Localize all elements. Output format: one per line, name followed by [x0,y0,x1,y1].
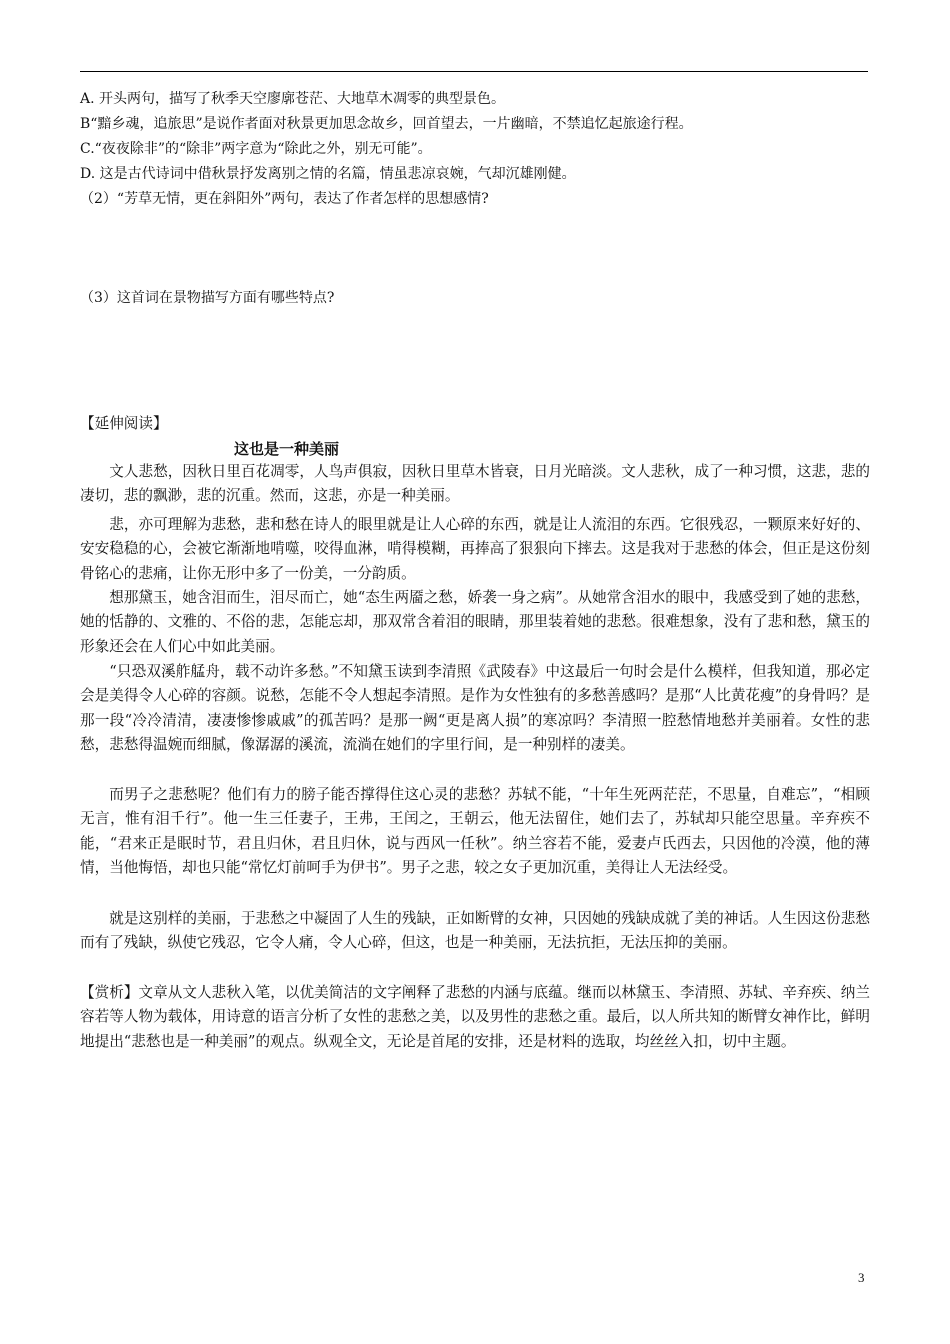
option-c: C.“夜夜除非”的“除非”两字意为“除此之外，别无可能”。 [80,141,432,157]
appreciation-paragraph: 【赏析】文章从文人悲秋入笔，以优美简洁的文字阐释了悲愁的内涵与底蕴。继而以林黛玉、李清照、苏轼、辛弃疾、纳兰容若等人物为载体，用诗意的语言分析了女性的悲愁之美，以及男性的悲愁之重。最后，以人所共知的断臂女神作比，鲜明地提出“悲愁也是一种美丽”的观点。纵观全文，无论是首尾的安排，还是材料的选取，均丝丝入扣，切中主题。 [80,984,870,1050]
header-rule [80,71,868,72]
article-title: 这也是一种美丽 [234,440,340,458]
article-paragraph-4: “只恐双溪舴艋舟，载不动许多愁。”不知黛玉读到李清照《武陵春》中这最后一句时会是什么模样，但我知道，那必定会是美得令人心碎的容颜。说愁，怎能不令人想起李清照。是作为女性独有的多愁善感吗？是那“人比黄花瘦”的身骨吗？是那一段“冷冷清清，凄凄惨惨戚戚”的孤苦吗？是那一阙“更是离人损”的寒凉吗？李清照一腔愁情地愁并美丽着。女性的悲愁，悲愁得温婉而细腻，像潺潺的溪流，流淌在她们的字里行间，是一种别样的凄美。 [80,663,870,754]
article-paragraph-1: 文人悲愁，因秋日里百花凋零，人鸟声俱寂，因秋日里草木皆衰，日月光暗淡。文人悲秋，成了一种习惯，这悲，悲的凄切，悲的飘渺，悲的沉重。然而，这悲，亦是一种美丽。 [80,463,870,505]
option-b: B“黯乡魂，追旅思”是说作者面对秋景更加思念故乡，回首望去，一片幽暗，不禁追忆起旅途行程。 [80,116,693,132]
article-paragraph-6: 就是这别样的美丽，于悲愁之中凝固了人生的残缺，正如断臂的女神，只因她的残缺成就了美的神话。人生因这份悲愁而有了残缺，纵使它残忍，它令人痛，令人心碎，但这，也是一种美丽，无法抗拒，无法压抑的美丽。 [80,910,870,952]
page-number: 3 [858,1270,865,1285]
question-3: （3）这首词在景物描写方面有哪些特点? [80,290,335,306]
option-a: A. 开头两句，描写了秋季天空廖廓苍茫、大地草木凋零的典型景色。 [80,91,506,107]
article-paragraph-5: 而男子之悲愁呢？他们有力的膀子能否撑得住这心灵的悲愁？苏轼不能，“十年生死两茫茫，不思量，自难忘”，“相顾无言，惟有泪千行”。他一生三任妻子，王弗，王闰之，王朝云，他无法留住，她们去了，苏轼却只能空思量。辛弃疾不能，“君来正是眠时节，君且归休，君且归休，说与西风一任秋”。纳兰容若不能，爱妻卢氏西去，只因他的冷漠，他的薄情，当他悔悟，却也只能“常忆灯前呵手为伊书”。男子之悲，较之女子更加沉重，美得让人无法经受。 [80,786,870,877]
article-paragraph-3: 想那黛玉，她含泪而生，泪尽而亡，她“态生两靥之愁，娇袭一身之病”。从她常含泪水的眼中，我感受到了她的悲愁，她的恬静的、文雅的、不俗的悲，怎能忘却，那双常含着泪的眼睛，那里装着她的悲愁。很难想象，没有了悲和愁，黛玉的形象还会在人们心中如此美丽。 [80,589,870,655]
article-paragraph-2: 悲，亦可理解为悲愁，悲和愁在诗人的眼里就是让人心碎的东西，就是让人流泪的东西。它很残忍，一颗原来好好的、安安稳稳的心，会被它渐渐地啃噬，咬得血淋，啃得模糊，再捧高了狠狠向下摔去。这是我对于悲愁的体会，但正是这份刻骨铭心的悲痛，让你无形中多了一份美，一分韵质。 [80,516,870,582]
section-heading: 【延伸阅读】 [80,415,168,432]
question-2: （2）“芳草无情，更在斜阳外”两句，表达了作者怎样的思想感情? [80,191,489,207]
option-d: D. 这是古代诗词中借秋景抒发离别之情的名篇，情虽悲凉哀婉，气却沉雄刚健。 [80,166,576,182]
